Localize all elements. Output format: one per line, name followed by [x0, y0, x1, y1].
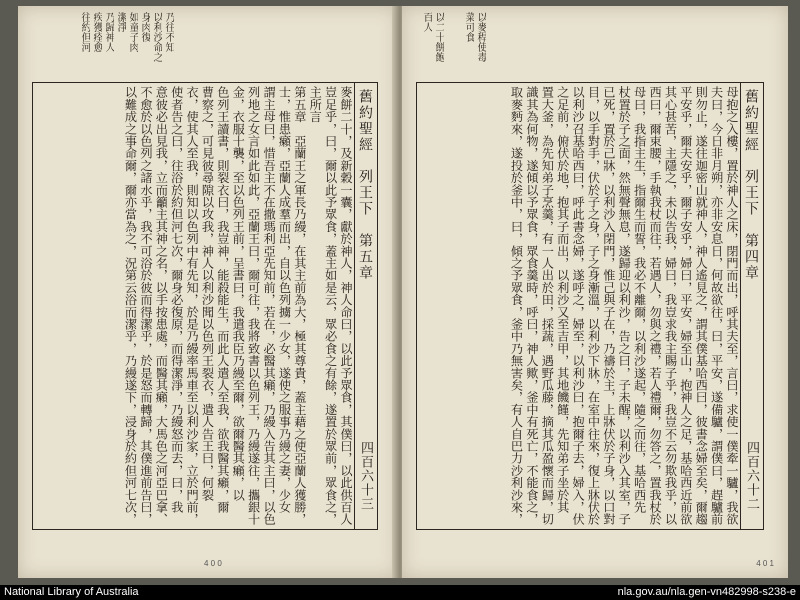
left-text-frame	[32, 82, 378, 530]
text-column: 平安乎，爾夫安乎，爾子安乎，婦曰，平安，婦至山，抱神人之足，基哈西近前欲	[678, 86, 693, 526]
text-column: 夫曰，今日非月朔，亦非安息日，何故欲往，曰，平安，遂備驢，謂僕曰，趕驢前	[709, 86, 724, 526]
left-page	[18, 6, 398, 578]
margin-note: 以二十餅飽	[433, 12, 444, 62]
text-column: 已死，置於己牀，以利沙入閉門，惟己與子在，乃禱於主，上牀伏於子身，以口對	[601, 86, 616, 526]
margin-note: 如童子肉	[127, 12, 138, 52]
text-column: 麥餅二十，及新穀一囊，獻於神人，神人命曰，以此予眾食，其僕曰，以此供百人	[339, 86, 353, 526]
text-column: 識其為何物，遂傾以予眾食，眾食羹時，呼曰，神人歟，釜中有死亡，不能食之，	[524, 86, 539, 526]
text-column: 之足前，俯伏於地，抱其子而出，以利沙又至吉甲，其地饑饉，先知弟子坐於其	[555, 86, 570, 513]
margin-note: 疾獲痊愈	[91, 12, 102, 52]
right-running-header: 舊約聖經 列王下 第四章	[743, 89, 759, 281]
text-column: 目，以手對手，伏於子之身，子之身漸溫，以利沙下牀，在室中往來，復上牀伏於	[586, 86, 601, 526]
library-url[interactable]: nla.gov.au/nla.gen-vn482998-s238-e	[617, 586, 796, 598]
right-top-notes-a	[420, 12, 444, 78]
text-column: 其心甚苦，主隱之，未以告我，婦曰，我豈求我主賜子乎，我豈不云勿欺我乎，以	[663, 86, 678, 526]
text-column: 母曰，我指主生，指爾生而誓，我必不離爾，以利沙遂起，隨之而往，基哈西先	[632, 86, 647, 513]
margin-note: 百人	[421, 12, 432, 32]
right-text-frame	[416, 82, 764, 530]
text-column: 主所言	[308, 86, 323, 123]
margin-note: 潔淨	[115, 12, 126, 32]
text-column: 杖置於子之面，然無聲無息，遂歸迎以利沙，告之曰，子未醒，以利沙入其室，子	[617, 86, 632, 526]
right-header-column	[740, 83, 763, 529]
margin-note: 乃往不知	[163, 12, 174, 52]
text-column: 使者告之曰，往浴於約但河七次，爾身必復原，而得潔淨，乃縵怒而去，曰，我	[169, 86, 184, 513]
text-column: 士，惟患癩，亞蘭人成羣而出，自以色列擄一少女，遂使之服事乃縵之妻，少女	[277, 86, 292, 513]
text-column: 曹察之，可見彼尋隙以攻我，神人以利沙聞以色列王裂衣，遣人告王曰，何裂	[200, 86, 215, 501]
right-text-body	[420, 86, 739, 526]
left-top-notes	[78, 12, 174, 78]
left-page-number: 四百六十三	[358, 441, 373, 511]
text-column: 置大釜，為先知弟子烹羹，有一人出於田，採蔬，遇野瓜藤，摘其瓜盈懷而歸，切	[540, 86, 555, 526]
left-header-column	[354, 83, 377, 529]
text-column: 取麥麪來，遂投於釜中，曰，傾之予眾食，釜中乃無害矣，有人自巴力沙利沙來，	[509, 86, 524, 526]
margin-note: 往約但河	[79, 12, 90, 52]
text-column: 衣，使其人至我，則知以色列中有先知，於是乃縵率馬車至以利沙家，立於門前，	[185, 86, 200, 526]
text-column: 豈足乎，曰，爾以此予眾食，蓋主如是云，眾必食之有餘，遂置於眾前，眾食之，	[323, 86, 338, 526]
library-footer	[0, 585, 800, 600]
text-column: 金，衣服十襲，至以色列王前，呈書曰，我遣我臣乃縵至爾，欲爾醫其癩，以	[231, 86, 246, 501]
left-scan-mark: 4 0 0	[204, 559, 222, 568]
right-page	[402, 6, 788, 578]
text-column: 不愈於以色列之諸水乎，我不可浴於彼而得潔乎，於是怒而轉歸，其僕進前告曰，	[138, 86, 153, 526]
library-name: National Library of Australia	[4, 586, 139, 598]
right-top-notes-b	[462, 12, 486, 78]
margin-note: 菜可食	[463, 12, 474, 42]
text-column: 第五章 亞蘭王之軍長乃縵，在其主前為大，極其尊貴，蓋主藉之使亞蘭人獲勝，	[292, 86, 307, 526]
left-running-header: 舊約聖經 列王下 第五章	[357, 89, 373, 281]
left-text-body	[36, 86, 353, 526]
margin-note: 以利沙命之	[151, 12, 162, 62]
right-page-number: 四百六十二	[744, 441, 759, 511]
right-scan-mark: 4 0 1	[756, 559, 774, 568]
margin-note: 乃歸神人	[103, 12, 114, 52]
text-column: 則勿止，遂往迦密山就神人，神人遙見之，謂其僕基哈西曰，彼書念婦至矣，爾趨	[694, 86, 709, 526]
text-column: 以難成之事命爾，爾亦當為之，況第云浴而潔乎，乃縵遂下，浸身於約但河七次，	[123, 86, 138, 526]
text-column: 色列王讀書，則裂衣曰，我豈神，能殺能生，而此人遣人至我，欲我醫其癩，爾	[215, 86, 230, 513]
text-column: 以利沙召基哈西曰，呼此書念婦，遂呼之，婦至，以利沙曰，抱爾子去，婦入，伏	[571, 86, 586, 526]
text-column: 意彼必出見我，立而籲主其神之名，以手按患處，而醫其癩，大馬色之河亞巴拿、	[154, 86, 169, 526]
text-column: 母抱之入樓，置於神人之床，閉門而出，呼其夫至，言曰，求使一僕牽一驢，我欲	[725, 86, 739, 526]
margin-note: 身肉復	[139, 12, 150, 42]
text-column: 列地之女言如此如此，亞蘭王曰，爾可往，我將致書以色列王，乃縵遂往，攜銀十	[246, 86, 261, 526]
text-column: 謂主母曰，惜吾主不在撒瑪利亞先知前，若在，必醫其癩，乃縵入告其主曰，以色	[262, 86, 277, 526]
text-column: 西曰，爾束腰，手執我杖而往，若遇人，勿與之禮，若人禮爾，勿答之，置我杖於	[648, 86, 663, 526]
margin-note: 以麥稈使毒	[475, 12, 486, 62]
